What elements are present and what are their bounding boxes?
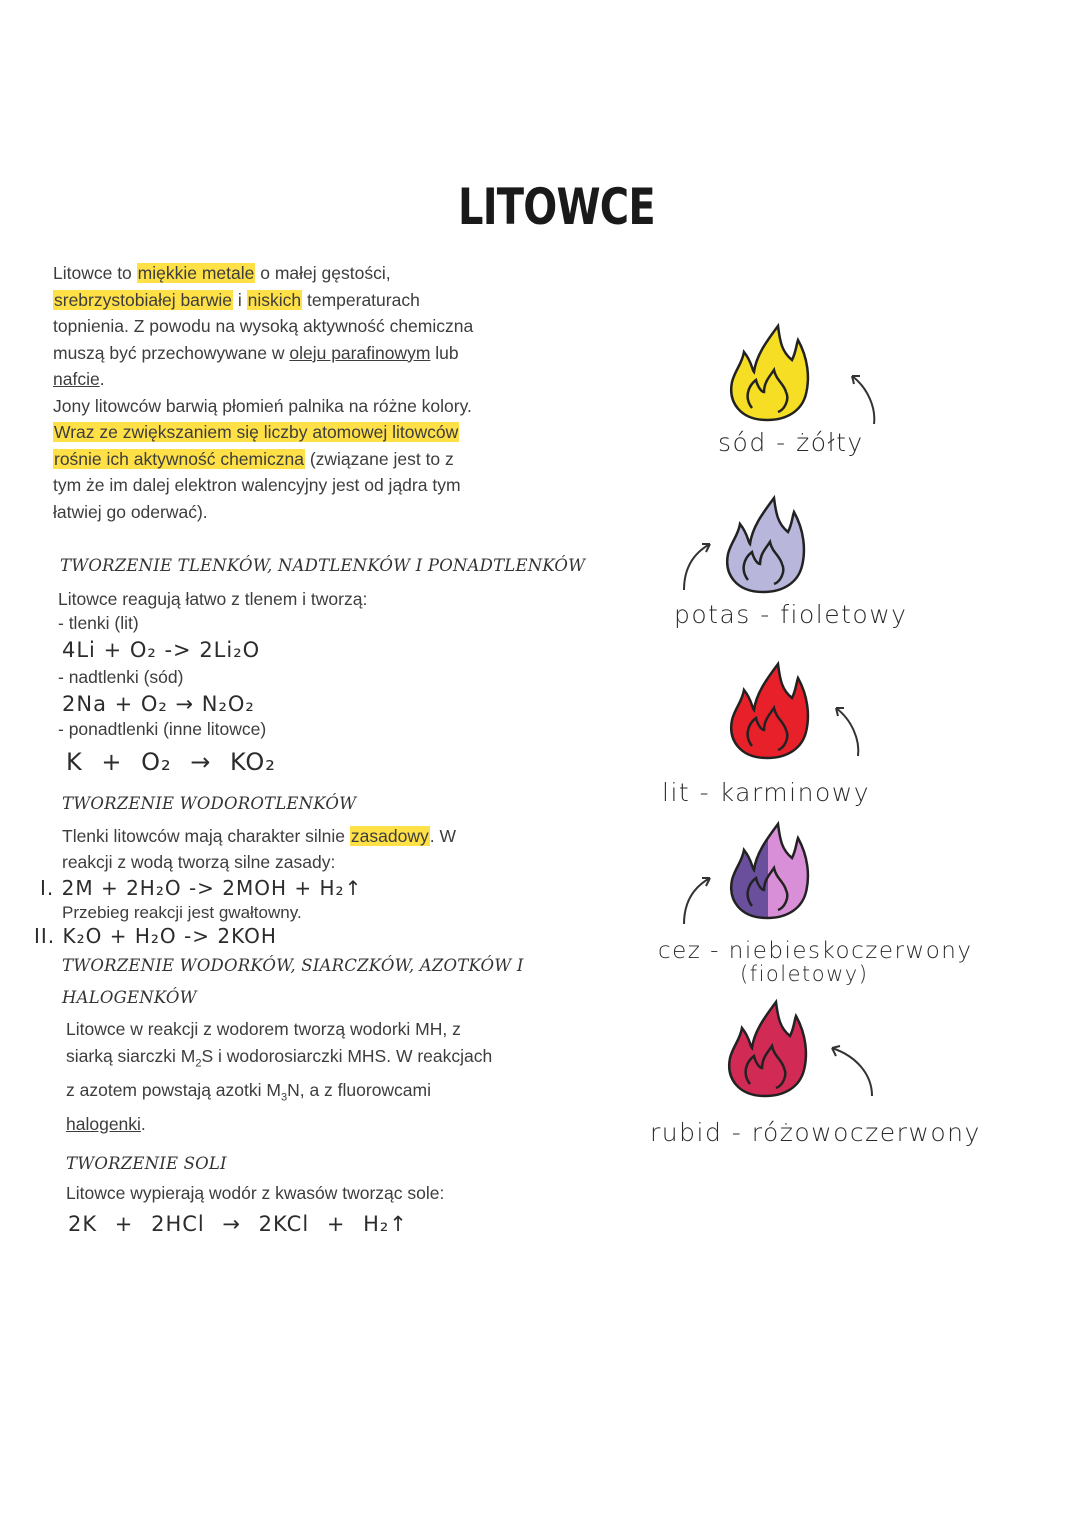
intro-text: łatwiej go oderwać). [53,501,208,522]
subscript: 2 [195,1057,202,1069]
hydrides-paragraph [66,1016,556,1137]
intro-paragraph [53,260,573,525]
reaction-note: Przebieg reakcji jest gwałtowny. [62,903,302,922]
flame-label: potas - fioletowy [674,600,908,629]
intro-text: . [99,369,105,389]
oxides-item: - nadtlenki (sód) [58,667,184,687]
intro-text: topnienia. Z powodu na wysoką aktywność chemiczna [53,316,474,336]
flame-label: cez - niebieskoczerwony [658,938,973,964]
arrow-icon [846,368,886,428]
equation: 2K + 2HCl → 2KCl + H₂↑ [68,1212,408,1236]
arrow-icon [676,868,716,928]
hydroxides-line [62,823,456,850]
highlight: miękkie metale [137,263,255,283]
page-title: LITOWCE [458,178,655,236]
text: siarką siarczki M [66,1045,196,1066]
equation: 2Na + O₂ → N₂O₂ [62,692,255,716]
intro-text: tym że im dalej elektron walencyjny jest od jądra tym [53,475,461,495]
flame-icon [722,820,812,920]
flame-label: lit - karminowy [662,778,870,807]
flame-body [729,1002,806,1096]
flame-icon [722,660,812,760]
oxides-item: - tlenki (lit) [58,613,139,633]
intro-text: Jony litowców barwią płomień palnika na różne kolory. [53,395,472,416]
text: N, a z fluorowcami [287,1079,432,1100]
flame-body [727,498,804,592]
underlined-text: nafcie [53,369,100,389]
text: S i wodorosiarczki MHS. W reakcjach [201,1045,493,1066]
flame-icon [718,494,808,594]
intro-text: (związane jest to z [304,448,454,469]
highlight: rośnie ich aktywność chemiczna [54,448,304,469]
arrow-icon [830,700,870,760]
flame-icon [720,998,810,1098]
section-heading-oxides: TWORZENIE TLENKÓW, NADTLENKÓW I PONADTLENKÓW [60,556,586,575]
highlight: Wraz ze zwiększaniem się liczby atomowej litowców [54,422,459,442]
flame-label: rubid - różowoczerwony [650,1118,981,1147]
highlight: zasadowy [350,826,429,846]
intro-text: muszą być przechowywane w [53,342,290,363]
equation: 4Li + O₂ -> 2Li₂O [62,638,261,662]
flame-label: sód - żółty [718,428,864,457]
flame-sublabel: (fioletowy) [740,962,869,986]
hydroxides-line: reakcji z wodą tworzą silne zasady: [62,852,336,872]
equation: I. 2M + 2H₂O -> 2MOH + H₂↑ [40,876,363,900]
text: . [140,1113,146,1134]
highlight: niskich [247,289,302,310]
intro-text: temperaturach [302,289,420,310]
section-heading-hydroxides: TWORZENIE WODOROTLENKÓW [62,794,357,813]
arrow-icon [676,534,716,594]
highlight: srebrzystobiałej barwie [54,289,232,310]
equation: II. K₂O + H₂O -> 2KOH [34,924,277,948]
text: Litowce w reakcji z wodorem tworzą wodorki MH, z [66,1019,461,1039]
oxides-item: - ponadtlenki (inne litowce) [58,719,267,739]
underlined-text: oleju parafinowym [289,342,431,363]
text: Tlenki litowców mają charakter silnie [62,826,350,846]
subscript: 3 [280,1091,288,1103]
intro-text: i [233,289,247,310]
flame-icon [722,322,812,422]
underlined-text: halogenki [66,1113,141,1134]
section-heading-hydrides-cont: HALOGENKÓW [62,988,197,1007]
oxides-intro: Litowce reagują łatwo z tlenem i tworzą: [58,589,368,609]
section-heading-salts: TWORZENIE SOLI [66,1154,227,1173]
intro-text: Litowce to [53,263,137,283]
intro-text: lub [430,342,459,363]
text: z azotem powstają azotki M [66,1079,281,1100]
text: . W [429,826,456,846]
flame-body [731,664,808,758]
section-heading-hydrides: TWORZENIE WODORKÓW, SIARCZKÓW, AZOTKÓW I [62,956,524,975]
arrow-icon [826,1040,882,1100]
salts-text: Litowce wypierają wodór z kwasów tworząc sole: [66,1183,445,1203]
intro-text: o małej gęstości, [255,263,391,283]
equation: K + O₂ → KO₂ [66,748,276,776]
